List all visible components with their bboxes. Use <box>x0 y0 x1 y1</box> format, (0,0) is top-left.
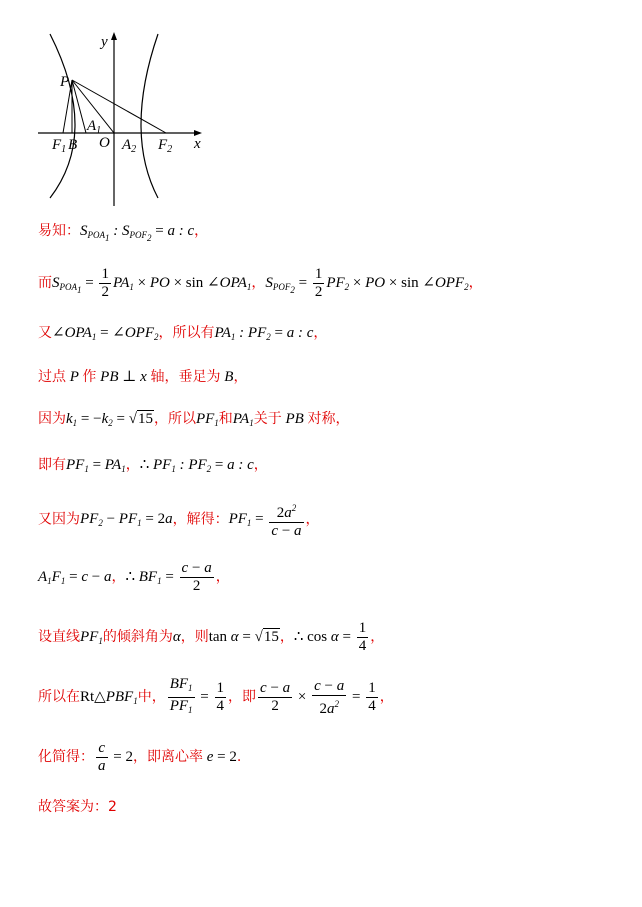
math-expr: $PF_1 = PA_1$ <box>66 457 126 474</box>
math-expr: ∴ cos α = $\frac{1}{4}$ <box>293 620 367 654</box>
math-expr: ∴ $PF_1$ : $PF_2 = a$ : c <box>139 457 254 474</box>
solution-line-5: 因为$k_1 = -k_2 = √15$，所以$PF_1$和$PA_1$关于 PB 对称， <box>38 411 350 428</box>
math-expr: $k_1 = -k_2 = √15$ <box>66 411 153 428</box>
math-expr: $S_{POA_1}$ : $S_{POF_2} = a$ : c <box>80 223 195 243</box>
math-expr: $PA_1$ : $PF_2 = a$ : c <box>214 325 314 342</box>
math-expr: $\frac{c - a}{2}$ × $\frac{c - a}{2a^2}$ = $\frac{1}{4}$ <box>260 677 376 717</box>
solution-line-4: 过点 P 作 PB ⊥ x 轴，垂足为 B， <box>38 369 248 385</box>
label-y: y <box>101 34 108 50</box>
label-x: x <box>194 136 201 152</box>
hyperbola-figure <box>30 28 220 206</box>
solution-line-3: 又$\angle OPA_1$ = $\angle OPF_2$，所以有$PA_1$ : $PF_2 = a$ : c， <box>38 325 328 342</box>
y-axis-arrow <box>111 32 117 40</box>
solution-line-7: 又因为$PF_2 - PF_1 = 2a$，解得：$PF_1$ = $\frac{2a^2}{c - a}$ ， <box>38 500 320 540</box>
math-expr: e = 2 <box>202 748 237 765</box>
math-expr: $\frac{c}{a}$ = 2 <box>98 740 133 774</box>
solution-line-8: $A_1F_1 = c - a$，∴ $BF_1$ = $\frac{c - a}{2}$ ， <box>38 560 230 594</box>
label-B: B <box>68 137 78 153</box>
label-O: O <box>99 135 110 151</box>
math-expr: ∴ $BF_1$ = $\frac{c - a}{2}$ <box>125 560 212 594</box>
label-F2: $F_2$ <box>158 137 173 155</box>
math-expr: $\angle OPA_1$ = $\angle OPF_2$ <box>52 325 159 342</box>
hyperbola-left-branch <box>50 34 78 198</box>
solution-line-11: 化简得： $\frac{c}{a}$ = 2，即离心率 e = 2. <box>38 740 242 774</box>
label-A1: $A_1$ <box>87 118 102 136</box>
math-expr: $\frac{BF_1}{PF_1}$ = $\frac{1}{4}$ <box>169 676 225 715</box>
label-F1: $F_1$ <box>52 137 67 155</box>
math-expr: $PF_2 - PF_1 = 2a$ <box>80 511 173 529</box>
solution-line-6: 即有$PF_1 = PA_1$，∴ $PF_1$ : $PF_2 = a$ : c， <box>38 457 268 474</box>
math-expr: $A_1F_1 = c - a$ <box>38 568 112 586</box>
math-expr: $S_{POA_1}$ = $\frac{1}{2}$ $PA_1$ × PO × $\sin \angle OPA_1$ <box>52 266 252 300</box>
solution-line-1: 易知：$S_{POA_1}$ : $S_{POF_2} = a$ : c， <box>38 223 209 243</box>
math-expr: $S_{POF_2}$ = $\frac{1}{2}$ $PF_2$ × PO × $\sin \angle OPF_2$ <box>265 266 469 300</box>
math-expr: tan α = √15 <box>208 628 279 645</box>
label-P: P <box>60 74 70 90</box>
final-answer: 故答案为：2 <box>38 799 117 815</box>
math-expr: PB ⊥ x <box>96 369 151 385</box>
label-A2: $A_2$ <box>122 137 137 155</box>
solution-line-12 <box>38 796 117 816</box>
math-expr: $PF_1$ = $\frac{2a^2}{c - a}$ <box>229 511 306 527</box>
solution-line-2: 而$S_{POA_1}$ = $\frac{1}{2}$ $PA_1$ × PO × $\sin \angle OPA_1$，$S_{POF_2}$ = $\frac{1}{2}$ $PF_2$ × PO × $\sin \angle OPF_2$， <box>38 266 483 300</box>
solution-line-9: 设直线$PF_1$的倾斜角为α，则tan α = √15，∴ cos α = $\frac{1}{4}$ ， <box>38 620 385 654</box>
hyperbola-right-branch <box>141 34 158 198</box>
solution-line-10: 所以在$Rt\triangle PBF_1$中， $\frac{BF_1}{PF_1}$ = $\frac{1}{4}$ ，即 $\frac{c - a}{2}$ × $\frac{c - a}{2a^2}$ = $\frac{1}{4}$ ， <box>38 676 394 717</box>
